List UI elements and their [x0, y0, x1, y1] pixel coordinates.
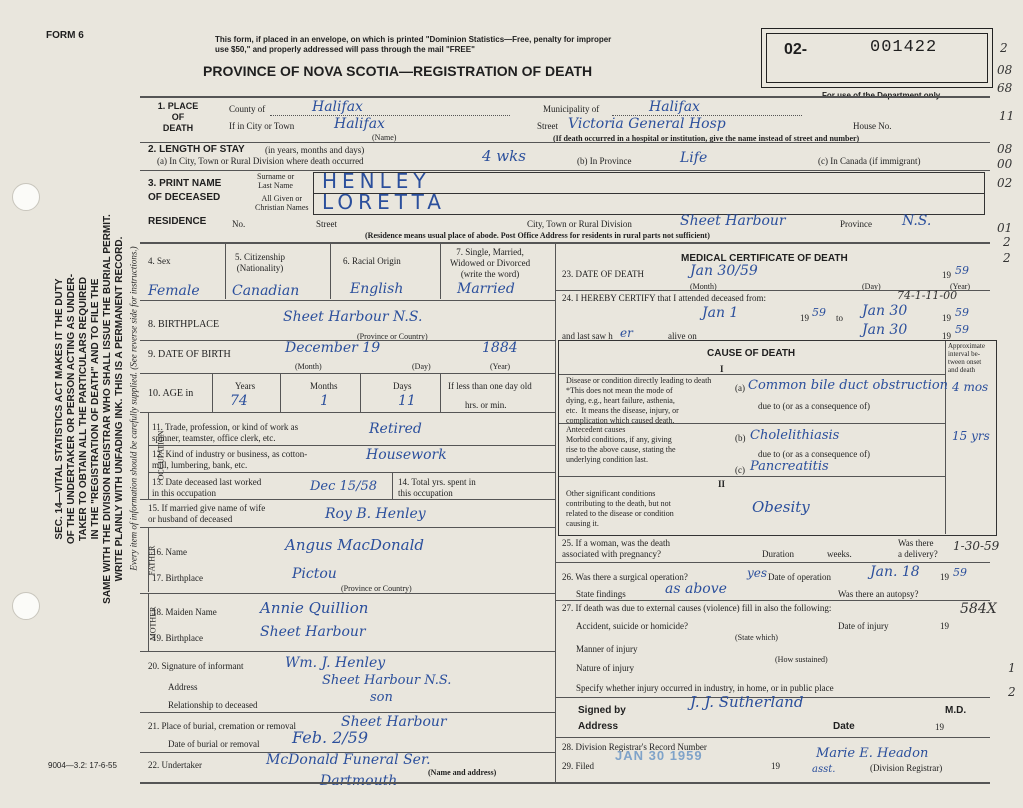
label-house-no: House No. — [853, 121, 892, 131]
value-spouse: Roy B. Henley — [325, 506, 426, 522]
rule-r2 — [555, 562, 990, 563]
sidebar-line-4: IN THE "REGISTRATION OF DEATH" AND TO FILE THE — [90, 278, 101, 540]
label-maiden-name: 18. Maiden Name — [152, 607, 217, 617]
label-years: Years — [235, 381, 256, 391]
label-street: Street — [537, 121, 558, 131]
label-relationship: Relationship to deceased — [168, 700, 258, 710]
rule-3 — [140, 242, 990, 244]
rule-10 — [140, 593, 555, 594]
sidebar-line-3: TAKER TO OBTAIN ALL THE PARTICULARS REQUIRED — [78, 276, 89, 542]
center-divider — [555, 244, 556, 782]
label-surname: Surname or Last Name — [257, 172, 295, 190]
reg-number: 001422 — [870, 38, 938, 57]
occ-div — [148, 413, 149, 499]
rule-1 — [140, 142, 990, 143]
label-yr19-a: 19 — [800, 313, 809, 323]
label-manner: Manner of injury — [576, 644, 638, 654]
value-racial-origin: English — [350, 281, 404, 297]
label-age: 10. AGE in — [148, 388, 194, 399]
label-duration: Duration — [762, 549, 794, 559]
label-a: (a) — [735, 383, 745, 393]
label-rural-division: City, Town or Rural Division — [527, 219, 632, 229]
label-signed-by: Signed by — [578, 705, 626, 716]
label-months: Months — [310, 381, 338, 391]
label-disease-direct: Disease or condition directly leading to death *This does not mean the mode of dying, e.g., heart failure, asthenia, etc. It means the disease, injury, or complication which caused death. — [566, 376, 712, 425]
value-age-years: 74 — [230, 393, 248, 409]
label-woman-q: 25. If a woman, was the death associated with pregnancy? — [562, 538, 670, 559]
value-father-birthplace: Pictou — [292, 566, 337, 582]
cause-title-rule — [559, 374, 945, 375]
label-antecedent: Antecedent causes Morbid conditions, if any, giving rise to the above cause, stating the underlying condition last. — [566, 425, 676, 464]
label-yr19-g: 19 — [771, 761, 780, 771]
dept-use-note: For use of the Department only — [822, 91, 941, 100]
rule-bottom — [140, 782, 990, 784]
rule-12 — [140, 712, 555, 713]
label-informant: 20. Signature of informant — [148, 661, 244, 671]
value-signed-by: J. J. Sutherland — [690, 693, 804, 711]
county-line — [270, 115, 510, 116]
rule-r3 — [555, 600, 990, 601]
rule-top — [140, 96, 990, 98]
value-alive-yr: 59 — [955, 323, 969, 336]
label-birthplace: 8. BIRTHPLACE — [148, 319, 220, 330]
value-op-date: Jan. 18 — [870, 564, 920, 580]
col-div-3 — [440, 244, 441, 299]
value-interval-b: 15 yrs — [952, 429, 990, 443]
roman-2: II — [718, 479, 726, 489]
label-days: Days — [393, 381, 412, 391]
label-father-vertical: FATHER — [147, 545, 157, 576]
label-yr19-e: 19 — [940, 621, 949, 631]
label-yr19-f: 19 — [935, 722, 944, 732]
margin-code-1: 2 — [1000, 41, 1008, 55]
value-ref-code: 584X — [960, 601, 997, 617]
label-in-city: (a) In City, Town or Rural Division where death occurred — [157, 156, 364, 166]
industry-rule — [148, 472, 555, 473]
form-number: FORM 6 — [46, 30, 84, 41]
label-years-months-days: (in years, months and days) — [265, 145, 365, 155]
label-yr19-b: 19 — [942, 313, 951, 323]
form-title: PROVINCE OF NOVA SCOTIA—REGISTRATION OF DEATH — [203, 63, 593, 79]
label-prov-country-2: (Province or Country) — [341, 584, 412, 593]
value-surname: HENLEY — [322, 169, 431, 193]
value-code-74: 74-1-11-00 — [897, 289, 958, 302]
trade-rule — [148, 445, 555, 446]
registration-number-box — [761, 28, 993, 88]
value-informant-address: Sheet Harbour N.S. — [322, 673, 452, 688]
rule-8 — [140, 499, 555, 500]
label-death-19: 19 — [942, 270, 951, 280]
value-registrar-title: asst. — [812, 764, 836, 775]
sidebar-line-7: Every item of information should be carefully supplied. (See reverse side for instructions.) — [128, 246, 139, 571]
label-prov-country: (Province or Country) — [357, 332, 428, 341]
label-yr19-c: 19 — [942, 331, 951, 341]
residence-note: (Residence means usual place of abode. Post Office Address for residents in rural parts not sufficient) — [365, 231, 710, 240]
label-due-to-2: due to (or as a consequence of) — [758, 449, 870, 459]
label-year: (Year) — [490, 362, 511, 371]
label-racial-origin: 6. Racial Origin — [343, 256, 401, 266]
value-municipality: Halifax — [649, 99, 700, 115]
margin-code-9: 2 — [1003, 235, 1011, 249]
label-day: (Day) — [412, 362, 431, 371]
age-div-2 — [280, 374, 281, 412]
value-undertaker: McDonald Funeral Ser. — [266, 752, 431, 768]
label-spouse: 15. If married give name of wife or husband of deceased — [148, 503, 266, 524]
value-city: Halifax — [334, 116, 385, 132]
label-print-name: 3. PRINT NAME OF DECEASED — [148, 178, 222, 203]
label-last-worked: 13. Date deceased last worked in this occupation — [152, 477, 262, 498]
medical-certificate-title: MEDICAL CERTIFICATE OF DEATH — [681, 253, 848, 264]
value-attended-from: Jan 1 — [702, 305, 739, 321]
sidebar-instructions — [42, 56, 154, 762]
age-div-3 — [360, 374, 361, 412]
value-last-saw-her: er — [620, 326, 633, 340]
sidebar-line-5: SAME WITH THE DIVISION REGISTRAR WHO SHALL ISSUE THE BURIAL PERMIT. — [102, 214, 113, 604]
label-municipality: Municipality of — [543, 104, 600, 114]
value-other-conditions: Obesity — [752, 498, 810, 516]
sidebar-line-1: SEC. 14—VITAL STATISTICS ACT MAKES IT THE DUTY — [54, 278, 65, 540]
label-death-day: (Day) — [862, 282, 881, 291]
label-mother-birthplace: 19. Birthplace — [152, 633, 203, 643]
value-burial-place: Sheet Harbour — [341, 714, 447, 730]
value-alive-on: Jan 30 — [862, 322, 908, 338]
col-div-1 — [225, 244, 226, 299]
margin-code-10: 2 — [1003, 251, 1011, 265]
value-residence-province: N.S. — [902, 213, 932, 229]
value-birthplace: Sheet Harbour N.S. — [283, 309, 423, 325]
punch-hole-top — [12, 183, 40, 211]
label-burial-place: 21. Place of burial, cremation or removal — [148, 721, 296, 731]
rule-r5 — [555, 737, 990, 738]
rule-9 — [140, 527, 555, 528]
label-in-canada: (c) In Canada (if immigrant) — [818, 156, 921, 166]
value-marital: Married — [457, 281, 515, 297]
value-last-worked: Dec 15/58 — [310, 479, 377, 494]
age-div-4 — [440, 374, 441, 412]
value-cause-c: Pancreatitis — [750, 459, 829, 474]
value-interval-a: 4 mos — [952, 380, 989, 394]
value-given-names: LORETTA — [322, 190, 446, 214]
label-trade: 11. Trade, profession, or kind of work as spinner, teamster, office clerk, etc. — [152, 422, 299, 443]
value-undertaker-address: Dartmouth — [320, 773, 398, 789]
label-interval: Approximate interval be- tween onset and death — [948, 342, 985, 374]
value-cause-b: Cholelithiasis — [750, 428, 840, 443]
punch-hole-bottom — [12, 592, 40, 620]
sidebar-line-2: OF THE UNDERTAKER OR PERSON ACTING AS UNDER- — [66, 273, 77, 545]
value-burial-date: Feb. 2/59 — [292, 728, 369, 747]
rule-4 — [140, 300, 555, 301]
label-last-saw: and last saw h — [562, 331, 613, 341]
label-death-month: (Month) — [690, 282, 717, 291]
label-in-province: (b) In Province — [577, 156, 632, 166]
label-death-year: (Year) — [950, 282, 971, 291]
margin-code-5: 08 — [997, 142, 1013, 156]
label-residence-street: Street — [316, 219, 337, 229]
label-md: M.D. — [945, 705, 967, 716]
label-yr19-d: 19 — [940, 572, 949, 582]
value-county: Halifax — [312, 99, 363, 115]
label-residence-no: No. — [232, 219, 246, 229]
value-mother-birthplace: Sheet Harbour — [260, 624, 366, 640]
value-age-days: 11 — [398, 393, 416, 409]
value-street: Victoria General Hosp — [568, 116, 726, 132]
margin-code-3: 68 — [997, 81, 1013, 95]
value-attended-from-yr: 59 — [812, 306, 826, 319]
value-cause-a: Common bile duct obstruction — [748, 378, 949, 393]
label-city: If in City or Town — [229, 121, 295, 131]
label-filed: 29. Filed — [562, 761, 595, 771]
margin-code-8: 01 — [997, 221, 1013, 235]
value-attended-to-yr: 59 — [955, 306, 969, 319]
value-num-1: 1 — [1008, 661, 1016, 675]
label-to: to — [836, 313, 844, 323]
label-citizenship: 5. Citizenship (Nationality) — [235, 252, 285, 273]
value-father-name: Angus MacDonald — [285, 536, 424, 554]
value-delivery-note: 1-30-59 — [953, 539, 1000, 553]
value-birth-year: 1884 — [482, 340, 518, 356]
label-date-op: Date of operation — [768, 572, 831, 582]
label-injury-date: Date of injury — [838, 621, 889, 631]
label-total-yrs: 14. Total yrs. spent in this occupation — [398, 477, 476, 498]
cause-rule-2 — [559, 423, 945, 424]
label-which: (State which) — [735, 633, 778, 642]
label-industry: 12. Kind of industry or business, as cotton- mill, lumbering, bank, etc. — [152, 449, 308, 470]
label-hrs-min: hrs. or min. — [465, 400, 507, 410]
label-less-one-day: If less than one day old — [448, 381, 532, 391]
margin-code-6: 00 — [997, 157, 1013, 171]
label-nature: Nature of injury — [576, 663, 634, 673]
value-op-yr: 59 — [953, 566, 967, 579]
value-age-months: 1 — [320, 393, 329, 409]
label-autopsy: Was there an autopsy? — [838, 589, 919, 599]
rule-2 — [140, 170, 990, 171]
rule-6 — [140, 373, 555, 374]
label-mother-vertical: MOTHER — [148, 606, 158, 641]
label-c: (c) — [735, 465, 745, 475]
label-surgical: 26. Was there a surgical operation? — [562, 572, 688, 582]
value-birth-month: December 19 — [285, 340, 381, 356]
label-date-of-birth: 9. DATE OF BIRTH — [148, 349, 231, 360]
label-undertaker: 22. Undertaker — [148, 760, 202, 770]
hospital-note: (If death occurred in a hospital or institution, give the name instead of street and number) — [553, 134, 860, 143]
margin-code-7: 02 — [997, 176, 1013, 190]
label-sustained: (How sustained) — [775, 655, 828, 664]
print-code: 9004—3.2: 17-6-55 — [48, 761, 117, 770]
value-citizenship: Canadian — [232, 283, 300, 299]
label-name-address: (Name and address) — [428, 768, 497, 777]
label-given-names: All Given or Christian Names — [255, 194, 309, 212]
label-province: Province — [840, 219, 872, 229]
label-delivery: Was there a delivery? — [898, 538, 938, 559]
mail-notice-2: use $50," and properly addressed will pass through the mail "FREE" — [215, 45, 475, 54]
label-father-name: 16. Name — [152, 547, 187, 557]
cause-rule-3 — [559, 476, 945, 477]
label-county: County of — [229, 104, 266, 114]
label-due-to-1: due to (or as a consequence of) — [758, 401, 870, 411]
label-month: (Month) — [295, 362, 322, 371]
value-informant: Wm. J. Henley — [285, 655, 386, 671]
value-residence-division: Sheet Harbour — [680, 213, 786, 229]
value-industry: Housework — [366, 447, 447, 463]
label-burial-date: Date of burial or removal — [168, 739, 260, 749]
label-external: 27. If death was due to external causes (violence) fill in also the following: — [562, 603, 832, 613]
label-specify: Specify whether injury occurred in industry, in home, or in public place — [576, 683, 834, 693]
interval-div — [945, 341, 946, 534]
label-length-of-stay: 2. LENGTH OF STAY — [148, 144, 245, 155]
label-date-2: Date — [833, 721, 855, 732]
value-relationship: son — [370, 690, 393, 705]
value-mother-maiden: Annie Quillion — [260, 599, 369, 617]
value-sex: Female — [148, 283, 200, 299]
age-div-1 — [212, 374, 213, 412]
label-name-hint: (Name) — [372, 133, 397, 142]
value-surgical: yes — [747, 566, 768, 580]
label-address: Address — [168, 682, 198, 692]
label-occupation-vertical: OCCUPATION — [156, 430, 166, 481]
value-attended-to: Jan 30 — [862, 303, 908, 319]
filed-date-stamp: JAN 30 1959 — [615, 748, 703, 763]
label-address-2: Address — [578, 721, 619, 732]
label-alive-on: alive on — [668, 331, 697, 341]
rule-7 — [140, 412, 555, 413]
roman-1: I — [720, 364, 724, 374]
label-date-of-death: 23. DATE OF DEATH — [562, 269, 644, 279]
label-place-of-death: 1. PLACE OF DEATH — [157, 101, 199, 133]
value-stay-province: Life — [680, 150, 708, 166]
label-division-registrar: (Division Registrar) — [870, 763, 943, 773]
value-stay-city: 4 wks — [482, 147, 526, 165]
value-num-2: 2 — [1008, 685, 1016, 699]
rule-11 — [140, 651, 555, 652]
value-registrar-signature: Marie E. Headon — [816, 746, 929, 761]
col-div-2 — [330, 244, 331, 299]
margin-code-2: 08 — [997, 63, 1013, 77]
label-sex: 4. Sex — [148, 256, 171, 266]
sidebar-line-6: WRITE PLAINLY WITH UNFADING INK. THIS IS A PERMANENT RECORD. — [114, 236, 125, 582]
reg-prefix: 02- — [784, 41, 808, 58]
label-b: (b) — [735, 433, 746, 443]
label-residence: RESIDENCE — [148, 216, 207, 227]
margin-code-4: 11 — [999, 109, 1015, 123]
label-other-conditions: Other significant conditions contributing to the death, but not related to the disease or condition causing it. — [566, 489, 674, 528]
label-father-birthplace: 17. Birthplace — [152, 573, 203, 583]
value-findings: as above — [665, 581, 727, 597]
label-marital: 7. Single, Married, Widowed or Divorced (write the word) — [450, 247, 531, 279]
total-yrs-div — [392, 473, 393, 499]
cause-of-death-title: CAUSE OF DEATH — [707, 348, 796, 359]
label-certify: 24. I HEREBY CERTIFY that I attended deceased from: — [562, 293, 766, 303]
label-findings: State findings — [576, 589, 626, 599]
label-weeks: weeks. — [827, 549, 852, 559]
value-trade: Retired — [369, 421, 422, 437]
label-accident: Accident, suicide or homicide? — [576, 621, 688, 631]
label-div-reg-record: 28. Division Registrar's Record Number — [562, 742, 707, 752]
mail-notice-1: This form, if placed in an envelope, on which is printed "Dominion Statistics—Free, penalty for improper — [215, 35, 612, 44]
value-death-yr: 59 — [955, 264, 969, 277]
value-death-date: Jan 30/59 — [690, 263, 758, 279]
